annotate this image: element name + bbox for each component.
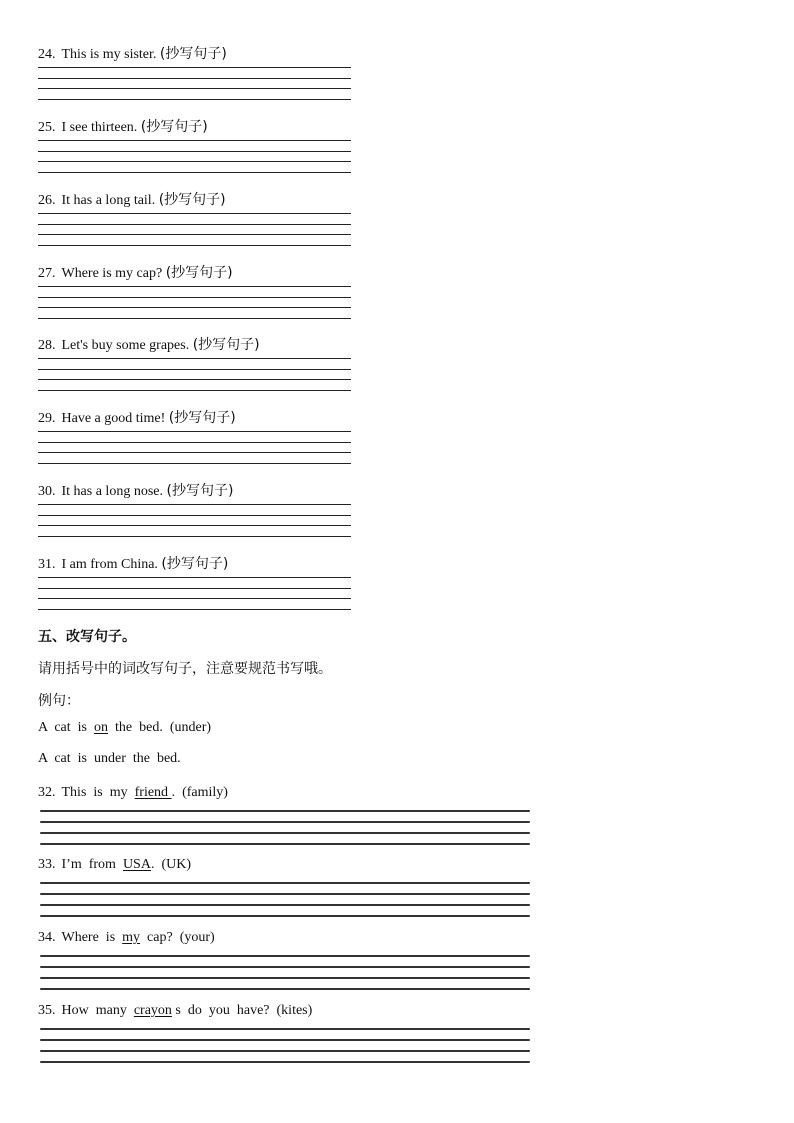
question-33 — [38, 855, 538, 926]
question-text: It has a long tail. — [61, 193, 156, 208]
question-post: cap? (your) — [140, 930, 215, 945]
writing-lines[interactable] — [38, 140, 358, 173]
question-30 — [38, 481, 358, 546]
example-label: 例句： — [38, 693, 80, 709]
section-instruction: 请用括号中的词改写句子，注意要规范书写哦。 — [38, 661, 332, 677]
question-text: I see thirteen. — [61, 120, 138, 135]
question-note: (抄写句子) — [140, 119, 208, 135]
question-number: 26. — [38, 193, 56, 208]
question-post: . (family) — [171, 785, 228, 800]
question-24 — [38, 44, 358, 109]
question-number: 31. — [38, 557, 56, 572]
writing-lines[interactable] — [38, 955, 538, 990]
question-31 — [38, 554, 358, 619]
question-number: 33. — [38, 857, 56, 872]
writing-lines[interactable] — [38, 810, 538, 845]
section-title: 五、改写句子。 — [38, 629, 136, 645]
example-post: the bed. (under) — [108, 720, 212, 735]
question-34 — [38, 928, 538, 999]
question-note: (抄写句子) — [192, 337, 260, 353]
question-pre: How many — [61, 1003, 134, 1018]
question-text: Let's buy some grapes. — [61, 338, 190, 353]
question-26 — [38, 190, 358, 255]
question-35 — [38, 1001, 538, 1072]
writing-lines[interactable] — [38, 577, 358, 610]
question-number: 27. — [38, 266, 56, 281]
question-number: 34. — [38, 930, 56, 945]
question-post: s do you have? (kites) — [171, 1003, 313, 1018]
question-text: Where is my cap? — [61, 266, 163, 281]
writing-lines[interactable] — [38, 882, 538, 917]
example-sentence-2: A cat is under the bed. — [38, 751, 181, 766]
question-number: 28. — [38, 338, 56, 353]
question-number: 24. — [38, 47, 56, 62]
question-pre: I’m from — [61, 857, 123, 872]
question-pre: This is my — [61, 785, 135, 800]
writing-lines[interactable] — [38, 67, 358, 100]
question-28 — [38, 335, 358, 400]
question-note: (抄写句子) — [165, 265, 233, 281]
writing-lines[interactable] — [38, 431, 358, 464]
question-pre: Where is — [61, 930, 123, 945]
writing-lines[interactable] — [38, 1028, 538, 1063]
question-text: Have a good time! — [61, 411, 166, 426]
question-post: . (UK) — [150, 857, 191, 872]
question-number: 29. — [38, 411, 56, 426]
example-underlined-word: on — [94, 720, 108, 735]
question-29 — [38, 408, 358, 473]
question-number: 25. — [38, 120, 56, 135]
writing-lines[interactable] — [38, 213, 358, 246]
question-number: 35. — [38, 1003, 56, 1018]
question-text: It has a long nose. — [61, 484, 163, 499]
question-note: (抄写句子) — [161, 556, 229, 572]
underlined-word: USA — [122, 857, 151, 872]
question-text: This is my sister. — [61, 47, 157, 62]
example-pre: A cat is — [38, 720, 94, 735]
question-27 — [38, 263, 358, 328]
question-number: 30. — [38, 484, 56, 499]
underlined-word: crayon — [133, 1003, 172, 1018]
underlined-word: friend — [134, 785, 172, 800]
writing-lines[interactable] — [38, 504, 358, 537]
underlined-word: my — [122, 930, 141, 945]
example-sentence-1 — [38, 720, 211, 736]
question-note: (抄写句子) — [159, 46, 227, 62]
question-32 — [38, 783, 538, 854]
writing-lines[interactable] — [38, 286, 358, 319]
writing-lines[interactable] — [38, 358, 358, 391]
question-note: (抄写句子) — [168, 410, 236, 426]
question-text: I am from China. — [61, 557, 158, 572]
question-25 — [38, 117, 358, 182]
question-number: 32. — [38, 785, 56, 800]
question-note: (抄写句子) — [166, 483, 234, 499]
question-note: (抄写句子) — [158, 192, 226, 208]
